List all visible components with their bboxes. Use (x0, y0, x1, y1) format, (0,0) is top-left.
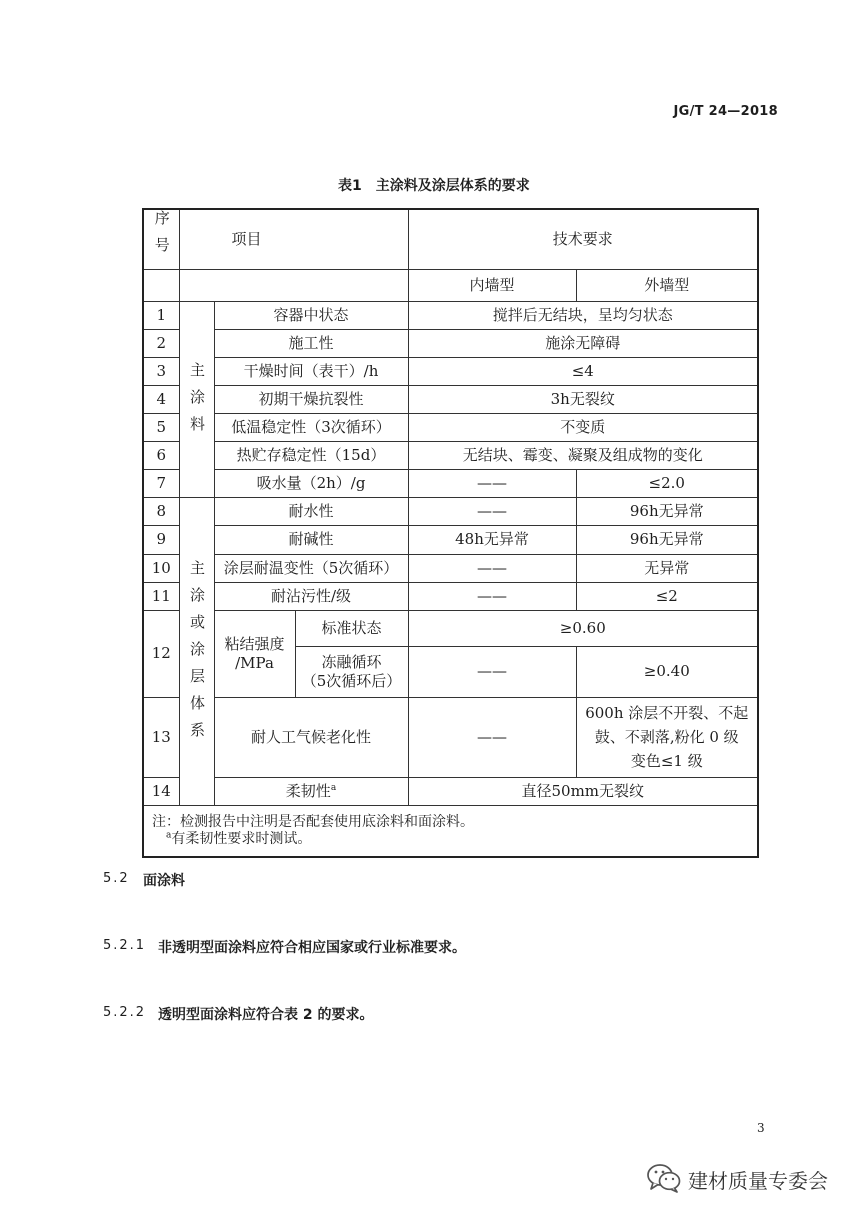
group-main-coating-cell (179, 301, 214, 497)
table-row (143, 413, 758, 441)
row-item: 柔韧性 (285, 781, 331, 800)
table-row (143, 554, 758, 582)
freeze-thaw-label: 冻融循环 (321, 653, 382, 671)
row-interior-value: —— (408, 497, 576, 525)
row-no: 4 (143, 385, 179, 413)
header-row (143, 209, 758, 269)
clause-number: 5.2.2 (103, 1005, 147, 1020)
header-interior: 内墙型 (408, 269, 576, 301)
standard-condition-label: 标准状态 (321, 618, 382, 637)
freeze-thaw-cycles: （5次循环后） (301, 671, 402, 690)
row-no: 13 (143, 697, 179, 777)
row-item-cell (214, 777, 408, 805)
row-no: 9 (143, 525, 179, 554)
row-interior-value: —— (408, 646, 576, 697)
header-requirement: 技术要求 (552, 230, 613, 248)
row-no: 8 (143, 497, 179, 525)
weathering-line-3: 变色≤1 级 (630, 752, 703, 771)
row-exterior-value: ≤2.0 (576, 469, 758, 497)
row-item: 涂层耐温变性（5次循环） (214, 554, 408, 582)
row-item: 吸水量（2h）/g (214, 469, 408, 497)
row-item: 热贮存稳定性（15d） (214, 441, 408, 469)
row-no: 1 (143, 301, 179, 329)
row-no: 12 (143, 610, 179, 697)
table-row (143, 441, 758, 469)
group-main-or-system-cell (179, 497, 214, 805)
row-value: ≤4 (408, 357, 758, 385)
row-exterior-value: 无异常 (576, 554, 758, 582)
table-row (143, 329, 758, 357)
row-value: 直径50mm无裂纹 (408, 777, 758, 805)
row-interior-value: —— (408, 582, 576, 610)
row-value: 无结块、霉变、凝聚及组成物的变化 (408, 441, 758, 469)
subheader-row (143, 269, 758, 301)
row-exterior-value: 96h无异常 (576, 497, 758, 525)
row-no: 10 (143, 554, 179, 582)
table-row (143, 525, 758, 554)
row-no: 2 (143, 329, 179, 357)
header-no: 序号 (152, 210, 171, 264)
row-no: 5 (143, 413, 179, 441)
note-line-2 (152, 831, 757, 849)
note-line-2-text: 有柔韧性要求时测试。 (171, 831, 312, 847)
row-item: 耐水性 (214, 497, 408, 525)
table-row (143, 469, 758, 497)
row-interior-value: —— (408, 469, 576, 497)
header-requirement-cell (408, 209, 758, 269)
row-item: 耐沾污性/级 (214, 582, 408, 610)
row-value: 3h无裂纹 (408, 385, 758, 413)
header-item-cell (179, 209, 408, 269)
table-row (143, 777, 758, 805)
clause-text: 透明型面涂料应符合表 2 的要求。 (158, 1007, 374, 1023)
row-exterior-value: ≤2 (576, 582, 758, 610)
wechat-icon (646, 1163, 682, 1193)
row-exterior-value: 96h无异常 (576, 525, 758, 554)
table-row (143, 497, 758, 525)
row-item-bond-strength (214, 610, 295, 697)
row-item: 耐人工气候老化性 (214, 697, 408, 777)
table-row (143, 385, 758, 413)
page-number: 3 (757, 1121, 765, 1135)
section-number: 5.2 (103, 871, 130, 886)
bond-strength-unit: /MPa (235, 653, 274, 672)
header-exterior: 外墙型 (576, 269, 758, 301)
weathering-line-1: 600h 涂层不开裂、不起 (585, 704, 749, 723)
row-subitem-standard (295, 610, 408, 646)
row-subitem-freeze-thaw (295, 646, 408, 697)
row-no: 14 (143, 777, 179, 805)
bond-strength-label: 粘结强度 (224, 635, 285, 653)
row-no: 6 (143, 441, 179, 469)
group-main-or-system-label: 主涂或涂层体系 (188, 560, 206, 750)
header-item: 项目 (231, 230, 262, 248)
row-interior-value: —— (408, 554, 576, 582)
table-title: 表1 主涂料及涂层体系的要求 (338, 178, 530, 194)
subheader-empty-no (143, 269, 179, 301)
header-no-cell (143, 209, 179, 269)
footnote-marker: a (330, 782, 337, 793)
weathering-line-2: 鼓、不剥落,粉化 0 级 (594, 728, 739, 747)
table-row (143, 582, 758, 610)
row-exterior-value (576, 697, 758, 777)
watermark-text: 建材质量专委会 (688, 1169, 828, 1193)
note-line-1: 注：检测报告中注明是否配套使用底涂料和面涂料。 (152, 813, 474, 830)
row-interior-value: —— (408, 697, 576, 777)
notes-cell (143, 805, 758, 857)
row-value: 搅拌后无结块，呈均匀状态 (408, 301, 758, 329)
row-item: 初期干燥抗裂性 (214, 385, 408, 413)
standard-code: JG/T 24—2018 (673, 104, 778, 119)
subheader-empty-item (179, 269, 408, 301)
row-no: 3 (143, 357, 179, 385)
row-value: ≥0.60 (408, 610, 758, 646)
notes-row (143, 805, 758, 857)
table-row (143, 610, 758, 646)
row-exterior-value: ≥0.40 (576, 646, 758, 697)
clause-text: 非透明型面涂料应符合相应国家或行业标准要求。 (158, 940, 466, 956)
group-main-coating-label: 主涂料 (188, 362, 206, 444)
row-no: 11 (143, 582, 179, 610)
row-item: 容器中状态 (214, 301, 408, 329)
note-footnote-marker: a (166, 830, 172, 841)
row-value: 施涂无障碍 (408, 329, 758, 357)
row-interior-value: 48h无异常 (408, 525, 576, 554)
requirements-table (142, 208, 759, 858)
row-item: 干燥时间（表干）/h (214, 357, 408, 385)
row-value: 不变质 (408, 413, 758, 441)
section-heading: 面涂料 (143, 873, 185, 889)
table-row (143, 697, 758, 777)
row-no: 7 (143, 469, 179, 497)
clause-number: 5.2.1 (103, 938, 147, 953)
table-row (143, 301, 758, 329)
row-item: 施工性 (214, 329, 408, 357)
row-item: 低温稳定性（3次循环） (214, 413, 408, 441)
table-row (143, 357, 758, 385)
row-item: 耐碱性 (214, 525, 408, 554)
